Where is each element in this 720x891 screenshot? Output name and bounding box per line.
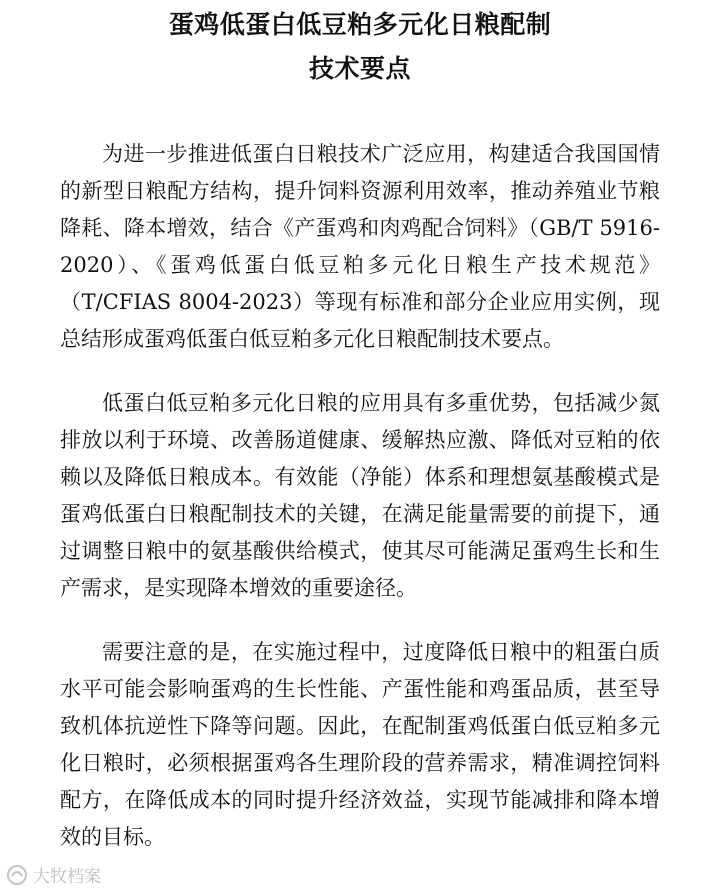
- document-title-line-1: 蛋鸡低蛋白低豆粕多元化日粮配制: [168, 10, 552, 39]
- watermark-logo-icon: [6, 864, 28, 886]
- watermark-text: 大牧档案: [33, 867, 101, 887]
- paragraph-2: 低蛋白低豆粕多元化日粮的应用具有多重优势，包括减少氮排放以利于环境、改善肠道健康、缓解热应激、降低对豆粕的依赖以及降低日粮成本。有效能（净能）体系和理想氨基酸模式是蛋鸡低蛋白日粮配制技术的关键，在满足能量需要的前提下，通过调整日粮中的氨基酸供给模式，使其尽可能满足蛋鸡生长和生产需求，是实现降本增效的重要途径。: [60, 391, 660, 600]
- paragraph-3: 需要注意的是，在实施过程中，过度降低日粮中的粗蛋白质水平可能会影响蛋鸡的生长性能、产蛋性能和鸡蛋品质，甚至导致机体抗逆性下降等问题。因此，在配制蛋鸡低蛋白低豆粕多元化日粮时，必须根据蛋鸡各生理阶段的营养需求，精准调控饲料配方，在降低成本的同时提升经济效益，实现节能减排和降本增效的目标。: [60, 640, 660, 849]
- watermark: [6, 862, 101, 887]
- paragraph-1: 为进一步推进低蛋白日粮技术广泛应用，构建适合我国国情的新型日粮配方结构，提升饲料资源利用效率，推动养殖业节粮降耗、降本增效，结合《产蛋鸡和肉鸡配合饲料》（GB/T 5916-2020）、《蛋鸡低蛋白低豆粕多元化日粮生产技术规范》（T/CFIAS 8004-2023）等现有标准和部分企业应用实例，现总结形成蛋鸡低蛋白低豆粕多元化日粮配制技术要点。: [60, 142, 660, 351]
- document-title-line-2: 技术要点: [308, 54, 411, 83]
